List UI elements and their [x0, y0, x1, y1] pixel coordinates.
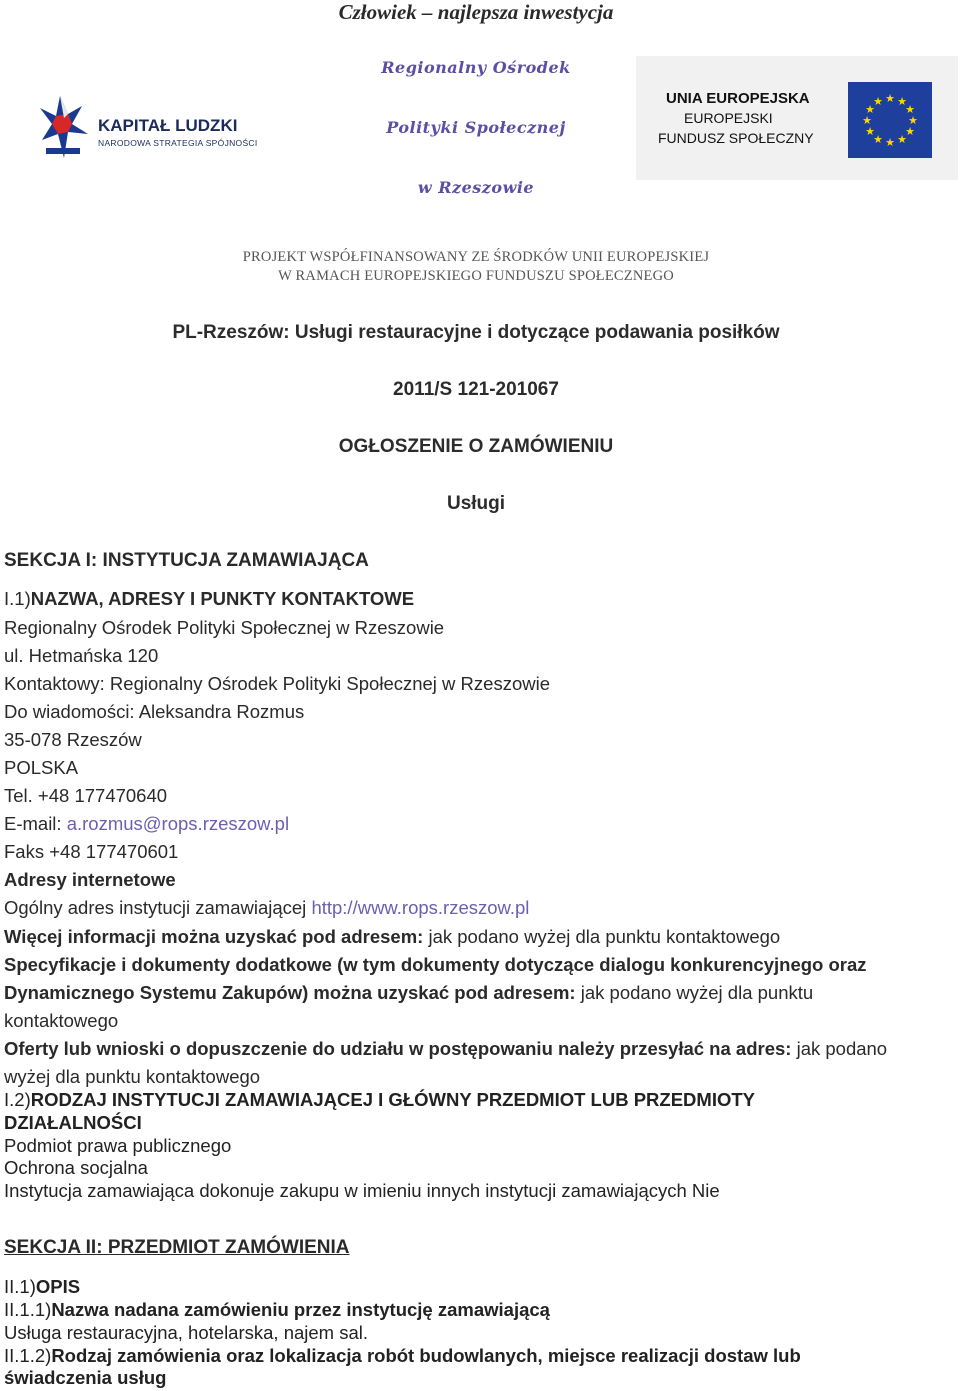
- offers-value-2: wyżej dla punktu kontaktowego: [4, 1066, 261, 1087]
- email-line: [4, 813, 289, 835]
- svg-text:★: ★: [905, 103, 915, 116]
- org-line-2: Polityki Społecznej: [386, 118, 566, 137]
- i2-title-1: RODZAJ INSTYTUCJI ZAMAWIAJĄCEJ I GŁÓWNY PRZEDMIOT LUB PRZEDMIOTY: [30, 1089, 755, 1110]
- i2-heading: [4, 1089, 755, 1111]
- ii12-prefix: II.1.2): [4, 1345, 52, 1366]
- offers-label: Oferty lub wnioski o dopuszczenie do udziału w postępowaniu należy przesyłać na adres:: [4, 1038, 792, 1059]
- kapital-ludzki-subtitle: NARODOWA STRATEGIA SPÓJNOŚCI: [98, 138, 258, 148]
- eu-flag-icon: [848, 82, 932, 158]
- offers-line: [4, 1038, 887, 1060]
- org-line-3: w Rzeszowie: [417, 178, 535, 197]
- internet-heading: Adresy internetowe: [4, 869, 176, 890]
- ii11-title: Nazwa nadana zamówieniu przez instytucję zamawiającą: [51, 1299, 550, 1320]
- i1-title: NAZWA, ADRESY I PUNKTY KONTAKTOWE: [30, 588, 415, 609]
- more-info-line: [4, 926, 780, 948]
- svg-text:★: ★: [865, 103, 875, 116]
- attention: Do wiadomości: Aleksandra Rozmus: [4, 701, 305, 722]
- spec-value-2: jak podano wyżej dla punktu: [575, 982, 814, 1003]
- ii1-title: OPIS: [35, 1276, 81, 1297]
- svg-text:★: ★: [897, 133, 907, 146]
- email-link[interactable]: a.rozmus@rops.rzeszow.pl: [66, 813, 290, 834]
- svg-text:★: ★: [862, 114, 872, 127]
- svg-text:★: ★: [873, 95, 883, 108]
- country: POLSKA: [4, 757, 79, 778]
- section-2-heading: SEKCJA II: PRZEDMIOT ZAMÓWIENIA: [4, 1237, 350, 1258]
- svg-text:★: ★: [865, 125, 875, 138]
- ii12-title-1: Rodzaj zamówienia oraz lokalizacja robót budowlanych, miejsce realizacji dostaw lub: [51, 1345, 801, 1366]
- i2-title-2: DZIAŁALNOŚCI: [4, 1112, 142, 1133]
- i2-prefix: I.2): [4, 1089, 31, 1110]
- org-line-1: Regionalny Ośrodek: [381, 58, 571, 77]
- ii12-heading: [4, 1345, 801, 1367]
- svg-text:★: ★: [897, 95, 907, 108]
- on-behalf: Instytucja zamawiająca dokonuje zakupu w imieniu innych instytucji zamawiających Nie: [4, 1180, 720, 1201]
- project-line-2: W RAMACH EUROPEJSKIEGO FUNDUSZU SPOŁECZNEGO: [278, 268, 674, 284]
- notice-number: 2011/S 121-201067: [393, 379, 559, 400]
- eu-logo-line-3: FUNDUSZ SPOŁECZNY: [658, 130, 814, 146]
- activity: Ochrona socjalna: [4, 1157, 148, 1178]
- spec-label-2: Dynamicznego Systemu Zakupów) można uzyskać pod adresem:: [4, 982, 576, 1003]
- more-info-value: jak podano wyżej dla punktu kontaktowego: [423, 926, 781, 947]
- general-address-link[interactable]: http://www.rops.rzeszow.pl: [311, 897, 530, 918]
- ii11-prefix: II.1.1): [4, 1299, 52, 1320]
- notice-category: Usługi: [446, 493, 506, 514]
- general-address-label: Ogólny adres instytucji zamawiającej: [4, 897, 312, 918]
- eu-logo-line-1: UNIA EUROPEJSKA: [666, 90, 810, 107]
- postal: 35-078 Rzeszów: [4, 729, 142, 750]
- street: ul. Hetmańska 120: [4, 645, 159, 666]
- ii12-title-2: świadczenia usług: [4, 1367, 167, 1388]
- tel: Tel. +48 177470640: [4, 785, 168, 806]
- svg-text:★: ★: [905, 125, 915, 138]
- eu-social-fund-logo: [636, 56, 958, 180]
- i1-prefix: I.1): [4, 588, 31, 609]
- notice-title: PL-Rzeszów: Usługi restauracyjne i dotyczące podawania posiłków: [172, 322, 780, 343]
- kapital-ludzki-title: KAPITAŁ LUDZKI: [98, 116, 238, 135]
- eu-logo-line-2: EUROPEJSKI: [684, 110, 773, 126]
- notice-type: OGŁOSZENIE O ZAMÓWIENIU: [338, 436, 614, 457]
- offers-value-1: jak podano: [791, 1038, 888, 1059]
- section-1-heading: SEKCJA I: INSTYTUCJA ZAMAWIAJĄCA: [4, 550, 369, 571]
- ii11-heading: [4, 1299, 550, 1321]
- motto: Człowiek – najlepsza inwestycja: [338, 0, 614, 24]
- org-name: Regionalny Ośrodek Polityki Społecznej w Rzeszowie: [4, 617, 445, 638]
- spec-line-2: [4, 982, 813, 1004]
- spec-label-1: Specyfikacje i dokumenty dodatkowe (w tym dokumenty dotyczące dialogu konkurencyjnego oraz: [4, 954, 867, 975]
- email-label: E-mail:: [4, 813, 67, 834]
- ii1-prefix: II.1): [4, 1276, 36, 1297]
- svg-text:★: ★: [885, 92, 895, 105]
- ii11-value: Usługa restauracyjna, hotelarska, najem sal.: [4, 1322, 369, 1343]
- ii1-heading: [4, 1276, 80, 1298]
- more-info-label: Więcej informacji można uzyskać pod adresem:: [4, 926, 424, 947]
- entity-type: Podmiot prawa publicznego: [4, 1135, 232, 1156]
- spec-value-3: kontaktowego: [4, 1010, 119, 1031]
- svg-text:★: ★: [873, 133, 883, 146]
- svg-text:★: ★: [885, 136, 895, 149]
- fax: Faks +48 177470601: [4, 841, 179, 862]
- project-line-1: PROJEKT WSPÓŁFINANSOWANY ZE ŚRODKÓW UNII EUROPEJSKIEJ: [242, 249, 710, 265]
- i1-heading: [4, 588, 414, 610]
- contact: Kontaktowy: Regionalny Ośrodek Polityki Społecznej w Rzeszowie: [4, 673, 551, 694]
- general-address-line: [4, 897, 529, 919]
- svg-text:★: ★: [908, 114, 918, 127]
